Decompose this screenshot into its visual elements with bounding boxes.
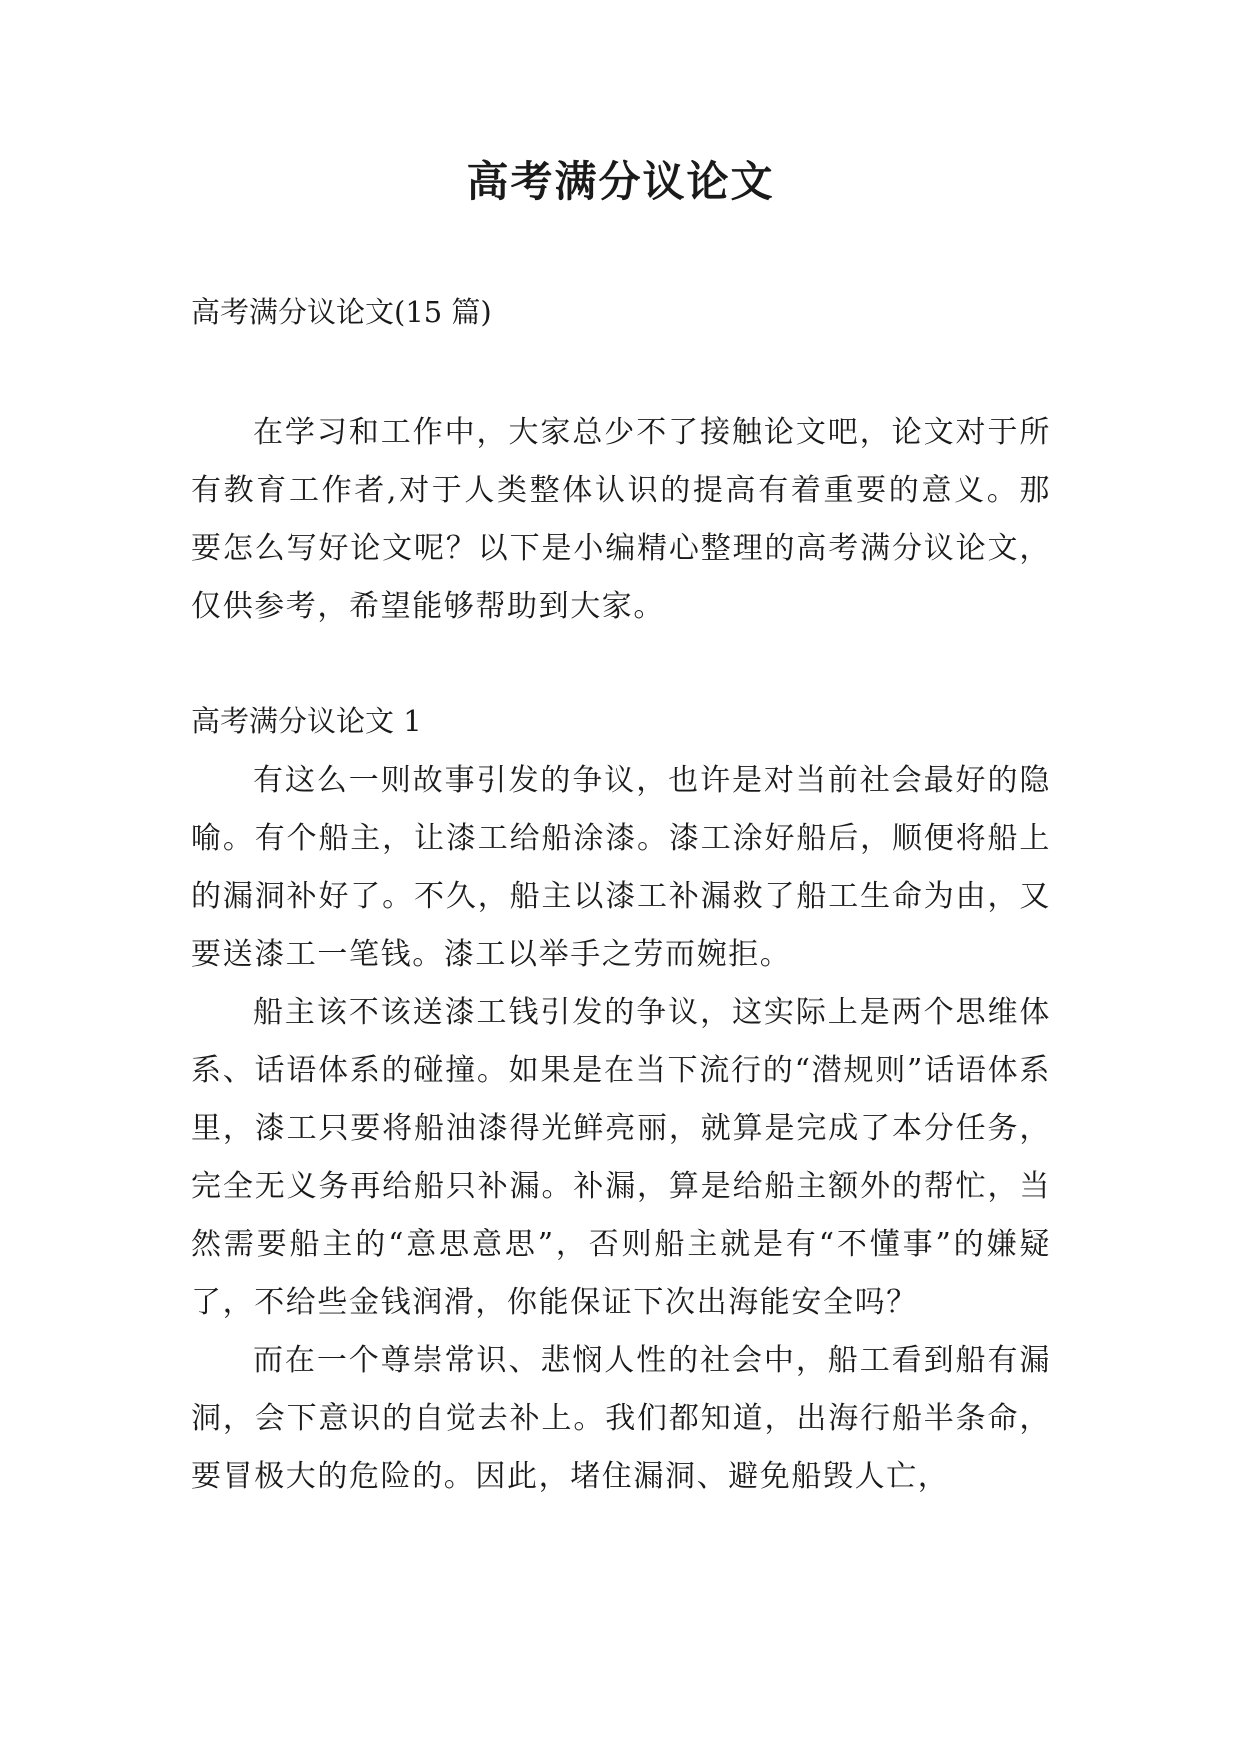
essay-paragraph-1: 有这么一则故事引发的争议，也许是对当前社会最好的隐喻。有个船主，让漆工给船涂漆。漆工涂好船后，顺便将船上的漏洞补好了。不久，船主以漆工补漏救了船工生命为由，又要送漆工一笔钱。漆工以举手之劳而婉拒。 bbox=[191, 763, 1051, 972]
essay-body bbox=[191, 752, 1051, 1506]
essay-paragraph-3: 而在一个尊崇常识、悲悯人性的社会中，船工看到船有漏洞，会下意识的自觉去补上。我们都知道，出海行船半条命，要冒极大的危险的。因此，堵住漏洞、避免船毁人亡， bbox=[191, 1343, 1051, 1494]
section-heading: 高考满分议论文 1 bbox=[191, 704, 422, 738]
document-subtitle: 高考满分议论文(15 篇) bbox=[191, 295, 492, 329]
document-title: 高考满分议论文 bbox=[466, 157, 775, 206]
intro-paragraph: 在学习和工作中，大家总少不了接触论文吧，论文对于所有教育工作者,对于人类整体认识的提高有着重要的意义。那要怎么写好论文呢？以下是小编精心整理的高考满分议论文，仅供参考，希望能够帮助到大家。 bbox=[191, 415, 1051, 624]
essay-paragraph-2: 船主该不该送漆工钱引发的争议，这实际上是两个思维体系、话语体系的碰撞。如果是在当下流行的“潜规则”话语体系里，漆工只要将船油漆得光鲜亮丽，就算是完成了本分任务，完全无义务再给船只补漏。补漏，算是给船主额外的帮忙，当然需要船主的“意思意思”，否则船主就是有“不懂事”的嫌疑了，不给些金钱润滑，你能保证下次出海能安全吗？ bbox=[191, 995, 1051, 1320]
